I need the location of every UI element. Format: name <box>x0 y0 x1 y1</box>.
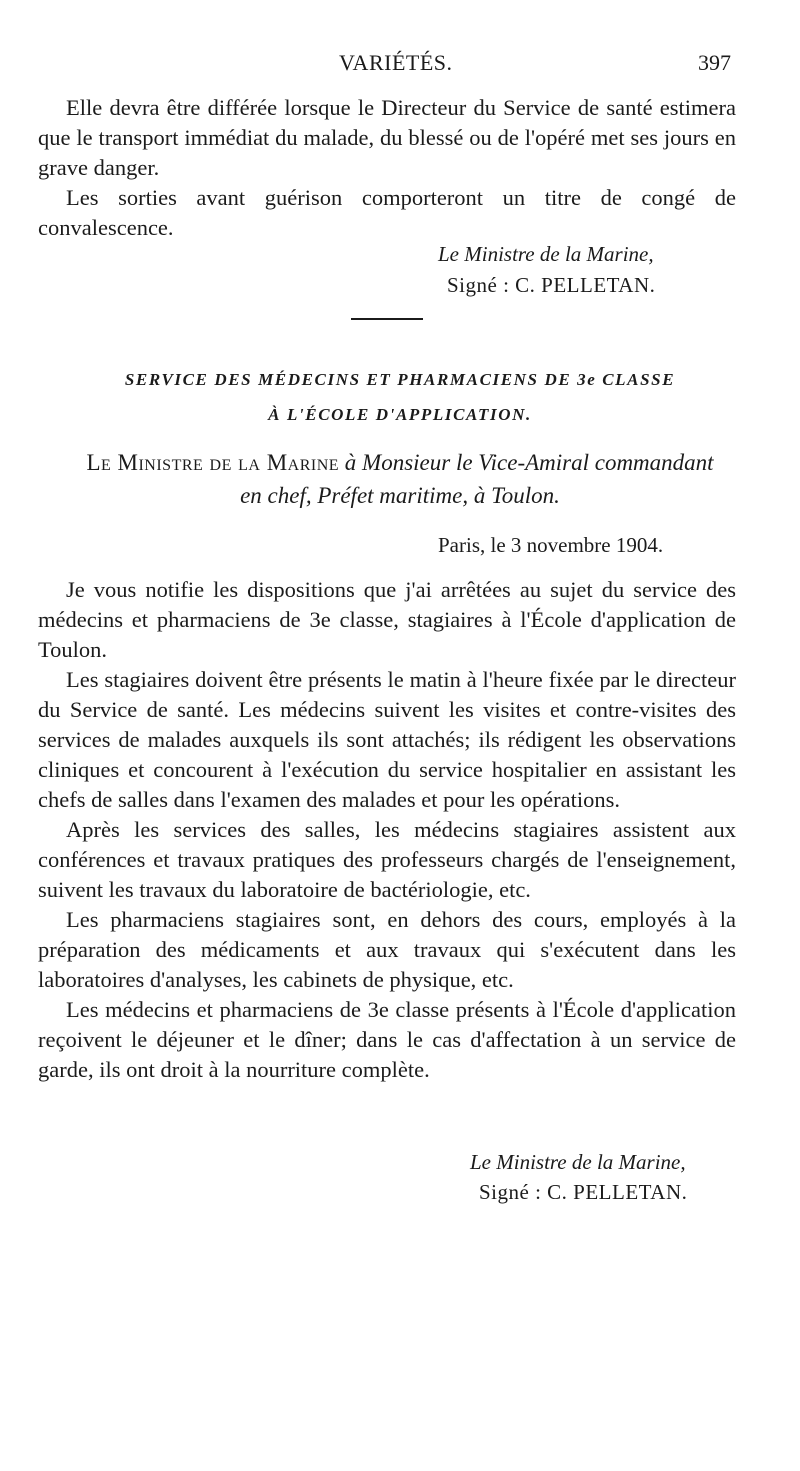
signature-title: Le Ministre de la Marine, <box>470 1150 686 1174</box>
paragraph: Les stagiaires doivent être présents le matin à l'heure fixée par le directeur du Service de santé. Les médecins suivent les visites et contre-visites des services de malades auxquels ils sont attachés; ils rédigent les observations cliniques et concourent à l'exécution du service hospitalier en assistant les chefs de salles dans l'examen des malades et pour les opérations. <box>38 667 736 812</box>
address-recipient: à Monsieur le Vice-Amiral commandant <box>339 450 714 475</box>
address-line-2: en chef, Préfet maritime, à Toulon. <box>240 483 560 508</box>
paragraph: Les sorties avant guérison comporteront un titre de congé de convalescence. <box>38 185 736 240</box>
main-text-block <box>38 575 736 1085</box>
section-divider <box>351 318 423 320</box>
paragraph: Elle devra être différée lorsque le Directeur du Service de santé estimera que le transport immédiat du malade, du blessé ou de l'opéré met ses jours en grave danger. <box>38 95 736 180</box>
section-heading-line-2: À L'ÉCOLE D'APPLICATION. <box>268 405 532 424</box>
paragraph: Les pharmaciens stagiaires sont, en dehors des cours, employés à la préparation des médicaments et aux travaux qui s'exécutent dans les laboratoires d'analyses, les cabinets de physique, etc. <box>38 907 736 992</box>
dateline: Paris, le 3 novembre 1904. <box>438 533 664 557</box>
paragraph: Je vous notifie les dispositions que j'ai arrêtées au sujet du service des médecins et pharmaciens de 3e classe, stagiaires à l'École d'application de Toulon. <box>38 577 736 662</box>
paragraph: Les médecins et pharmaciens de 3e classe présents à l'École d'application reçoivent le déjeuner et le dîner; dans le cas d'affectation à un service de garde, ils ont droit à la nourriture complète. <box>38 997 736 1082</box>
signature-title: Le Ministre de la Marine, <box>438 242 654 266</box>
address-line-1 <box>0 445 800 481</box>
top-text-block <box>38 93 736 243</box>
signature-name: Signé : C. PELLETAN. <box>479 1180 688 1204</box>
section-heading-line-1: SERVICE DES MÉDECINS ET PHARMACIENS DE 3e CLASSE <box>124 370 676 389</box>
page-header <box>0 50 800 84</box>
running-title: VARIÉTÉS. <box>339 50 453 75</box>
page-number: 397 <box>698 50 731 75</box>
paragraph: Après les services des salles, les médecins stagiaires assistent aux conférences et travaux pratiques des professeurs chargés de l'enseignement, suivent les travaux du laboratoire de bactériologie, etc. <box>38 817 736 902</box>
signature-name: Signé : C. PELLETAN. <box>447 273 656 297</box>
address-sender: Le Ministre de la Marine <box>86 450 340 475</box>
